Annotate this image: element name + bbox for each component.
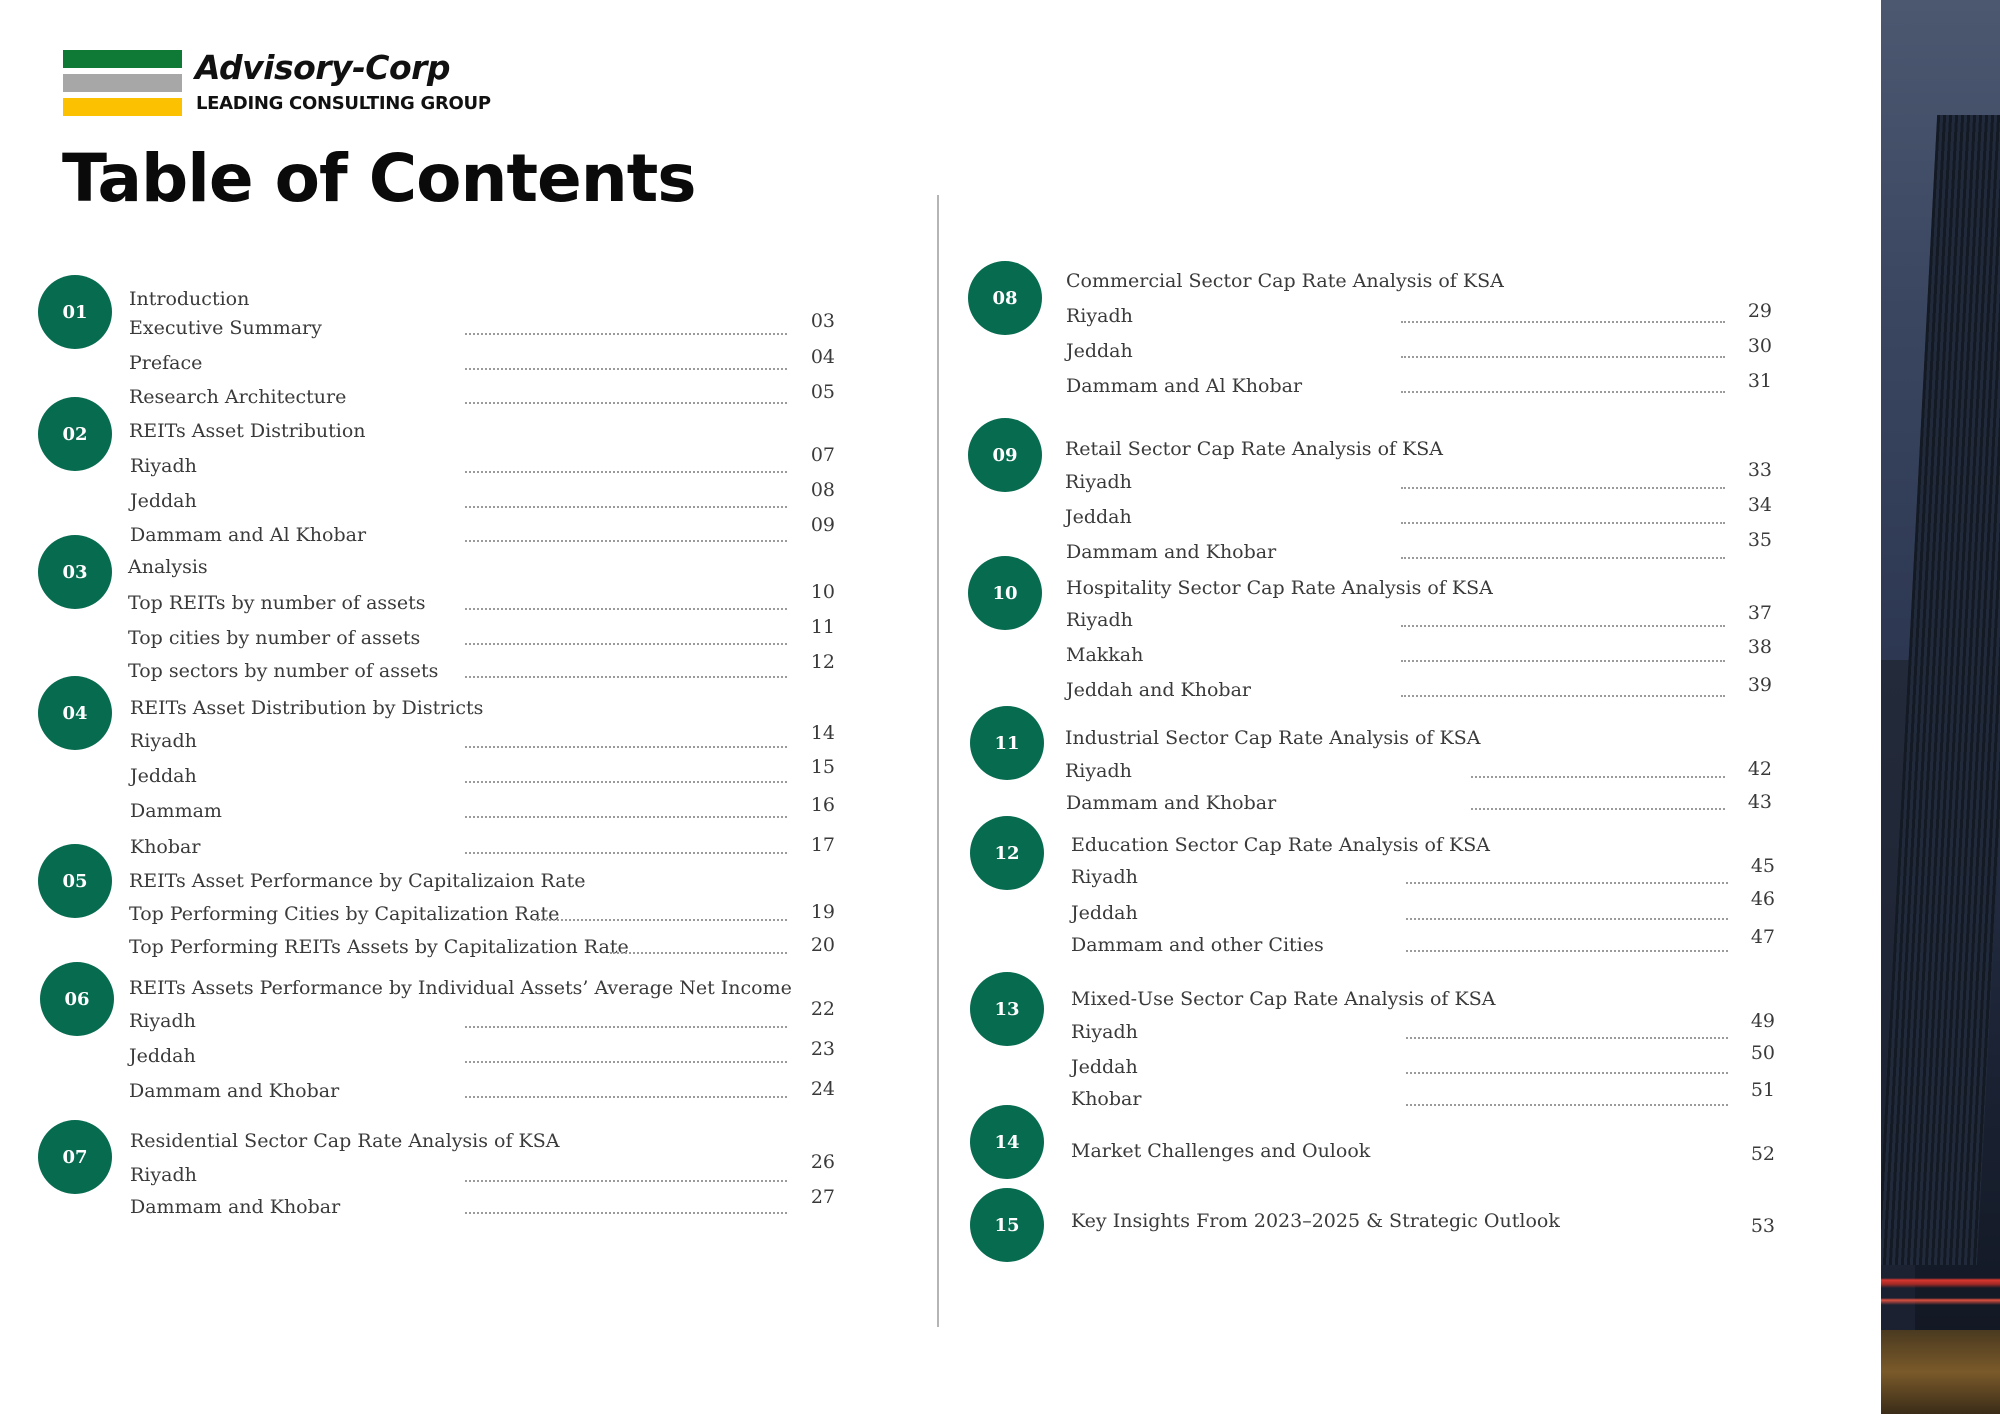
toc-entry-label[interactable]: Dammam and Khobar	[1066, 541, 1277, 563]
section-title[interactable]: REITs Assets Performance by Individual Assets’ Average Net Income	[129, 977, 792, 999]
toc-entry-label[interactable]: Riyadh	[130, 455, 197, 477]
section-title[interactable]: REITs Asset Distribution by Districts	[130, 697, 484, 719]
section-number-badge: 13	[970, 972, 1044, 1046]
page-title: Table of Contents	[62, 140, 696, 217]
toc-entry-label[interactable]: Executive Summary	[129, 317, 322, 339]
toc-page-number[interactable]: 22	[810, 998, 835, 1020]
toc-entry-label[interactable]: Top Performing REITs Assets by Capitalization Rate	[129, 936, 629, 958]
logo-tagline: LEADING CONSULTING GROUP	[196, 93, 491, 114]
toc-entry-label[interactable]: Dammam	[130, 800, 222, 822]
toc-dot-leader	[1406, 1072, 1728, 1074]
toc-dot-leader	[465, 1026, 787, 1028]
section-number-badge: 08	[968, 261, 1042, 335]
section-title[interactable]: Mixed-Use Sector Cap Rate Analysis of KSA	[1071, 988, 1496, 1010]
toc-page-number[interactable]: 42	[1747, 758, 1772, 780]
section-number-badge: 05	[38, 844, 112, 918]
toc-entry-label[interactable]: Riyadh	[1071, 866, 1138, 888]
toc-page-number[interactable]: 39	[1747, 674, 1772, 696]
toc-entry-label[interactable]: Dammam and Khobar	[130, 1196, 341, 1218]
toc-dot-leader	[465, 608, 787, 610]
toc-dot-leader	[465, 506, 787, 508]
toc-dot-leader	[465, 816, 787, 818]
logo-green-stripe	[63, 50, 182, 68]
toc-page-number[interactable]: 19	[810, 901, 835, 923]
toc-page-number[interactable]: 33	[1747, 459, 1772, 481]
toc-dot-leader	[1406, 1104, 1728, 1106]
toc-page-number[interactable]: 43	[1747, 791, 1772, 813]
toc-dot-leader	[465, 1180, 787, 1182]
toc-entry-label[interactable]: Dammam and Khobar	[1066, 792, 1277, 814]
toc-page-number[interactable]: 51	[1750, 1079, 1775, 1101]
toc-dot-leader	[465, 402, 787, 404]
toc-page-number[interactable]: 35	[1747, 529, 1772, 551]
toc-entry-label[interactable]: Riyadh	[1065, 760, 1132, 782]
section-number-badge: 02	[38, 397, 112, 471]
toc-page-number[interactable]: 49	[1750, 1010, 1775, 1032]
toc-page-number[interactable]: 29	[1747, 300, 1772, 322]
toc-entry-label[interactable]: Riyadh	[1071, 1021, 1138, 1043]
toc-dot-leader	[465, 746, 787, 748]
section-title[interactable]: REITs Asset Distribution	[129, 420, 366, 442]
cityscape-photo	[1881, 0, 2000, 1414]
section-number-badge: 07	[38, 1120, 112, 1194]
toc-entry-label[interactable]: Jeddah	[1065, 506, 1132, 528]
section-title[interactable]: Industrial Sector Cap Rate Analysis of KSA	[1065, 727, 1481, 749]
toc-entry-label[interactable]: Khobar	[130, 836, 201, 858]
toc-entry-label[interactable]: Riyadh	[129, 1010, 196, 1032]
toc-page-number[interactable]: 46	[1750, 888, 1775, 910]
section-number-badge: 12	[970, 816, 1044, 890]
section-title[interactable]: Market Challenges and Oulook	[1071, 1140, 1371, 1162]
toc-page-number[interactable]: 07	[810, 444, 835, 466]
toc-page-number[interactable]: 24	[810, 1078, 835, 1100]
toc-entry-label[interactable]: Jeddah and Khobar	[1066, 679, 1251, 701]
toc-dot-leader	[465, 781, 787, 783]
toc-entry-label[interactable]: Jeddah	[129, 1045, 196, 1067]
logo-grey-stripe	[63, 74, 182, 92]
toc-page-number[interactable]: 14	[810, 722, 835, 744]
toc-entry-label[interactable]: Jeddah	[130, 765, 197, 787]
toc-entry-label[interactable]: Riyadh	[1065, 471, 1132, 493]
toc-dot-leader	[1471, 808, 1725, 810]
toc-dot-leader	[1401, 695, 1725, 697]
toc-dot-leader	[1401, 522, 1725, 524]
toc-entry-label[interactable]: Khobar	[1071, 1088, 1142, 1110]
toc-entry-label[interactable]: Dammam and other Cities	[1071, 934, 1324, 956]
toc-dot-leader	[465, 643, 787, 645]
toc-dot-leader	[465, 676, 787, 678]
toc-dot-leader	[1401, 487, 1725, 489]
toc-dot-leader	[1401, 321, 1725, 323]
toc-entry-label[interactable]: Riyadh	[1066, 609, 1133, 631]
section-title[interactable]: Introduction	[129, 288, 250, 310]
section-title[interactable]: Analysis	[128, 556, 208, 578]
toc-page-number[interactable]: 37	[1747, 602, 1772, 624]
section-number-badge: 11	[970, 706, 1044, 780]
section-number-badge: 03	[38, 535, 112, 609]
toc-entry-label[interactable]: Dammam and Al Khobar	[130, 524, 367, 546]
toc-dot-leader	[465, 333, 787, 335]
logo-brand-name: Advisory-Corp	[195, 48, 451, 87]
section-number-badge: 10	[968, 556, 1042, 630]
toc-dot-leader	[465, 540, 787, 542]
section-title[interactable]: Education Sector Cap Rate Analysis of KSA	[1071, 834, 1490, 856]
toc-page-number[interactable]: 10	[810, 581, 835, 603]
toc-dot-leader	[1401, 557, 1725, 559]
toc-page-number[interactable]: 08	[810, 479, 835, 501]
toc-page-number[interactable]: 26	[810, 1151, 835, 1173]
section-title[interactable]: Residential Sector Cap Rate Analysis of KSA	[130, 1130, 560, 1152]
toc-page-number[interactable]: 52	[1750, 1143, 1775, 1165]
section-number-badge: 14	[970, 1105, 1044, 1179]
toc-entry-label[interactable]: Riyadh	[130, 730, 197, 752]
section-number-badge: 01	[38, 275, 112, 349]
toc-entry-label[interactable]: Top REITs by number of assets	[128, 592, 426, 614]
toc-page-number[interactable]: 03	[810, 310, 835, 332]
toc-page-number[interactable]: 27	[810, 1186, 835, 1208]
section-title[interactable]: Hospitality Sector Cap Rate Analysis of KSA	[1066, 577, 1493, 599]
toc-dot-leader	[465, 368, 787, 370]
toc-dot-leader	[610, 952, 787, 954]
toc-entry-label[interactable]: Research Architecture	[129, 386, 347, 408]
toc-page-number[interactable]: 11	[810, 616, 835, 638]
toc-entry-label[interactable]: Jeddah	[1071, 902, 1138, 924]
toc-entry-label[interactable]: Dammam and Khobar	[129, 1080, 340, 1102]
toc-entry-label[interactable]: Riyadh	[1066, 305, 1133, 327]
section-number-badge: 06	[40, 962, 114, 1036]
toc-entry-label[interactable]: Jeddah	[130, 490, 197, 512]
toc-entry-label[interactable]: Jeddah	[1071, 1056, 1138, 1078]
toc-page-number[interactable]: 30	[1747, 335, 1772, 357]
toc-entry-label[interactable]: Top sectors by number of assets	[128, 660, 439, 682]
toc-page-number[interactable]: 53	[1750, 1215, 1775, 1237]
section-title[interactable]: Retail Sector Cap Rate Analysis of KSA	[1065, 438, 1444, 460]
toc-dot-leader	[465, 1061, 787, 1063]
section-number-badge: 15	[970, 1188, 1044, 1262]
toc-page-number[interactable]: 17	[810, 834, 835, 856]
toc-page-number[interactable]: 47	[1750, 926, 1775, 948]
toc-entry-label[interactable]: Riyadh	[130, 1164, 197, 1186]
toc-dot-leader	[465, 852, 787, 854]
toc-page-number[interactable]: 16	[810, 794, 835, 816]
toc-dot-leader	[1401, 660, 1725, 662]
toc-page-number[interactable]: 09	[810, 514, 835, 536]
toc-page-number[interactable]: 20	[810, 934, 835, 956]
toc-dot-leader	[1401, 625, 1725, 627]
traffic-light-trails	[1881, 1260, 2000, 1330]
toc-dot-leader	[1406, 950, 1728, 952]
toc-entry-label[interactable]: Dammam and Al Khobar	[1066, 375, 1303, 397]
section-title[interactable]: Commercial Sector Cap Rate Analysis of KSA	[1066, 270, 1504, 292]
toc-dot-leader	[1401, 356, 1725, 358]
toc-page-number[interactable]: 12	[810, 651, 835, 673]
toc-page-number[interactable]: 34	[1747, 494, 1772, 516]
toc-dot-leader	[465, 1212, 787, 1214]
toc-dot-leader	[534, 919, 787, 921]
company-logo	[63, 50, 523, 120]
toc-entry-label[interactable]: Makkah	[1066, 644, 1144, 666]
toc-dot-leader	[1406, 882, 1728, 884]
section-title[interactable]: REITs Asset Performance by Capitalizaion Rate	[129, 870, 586, 892]
toc-page-number[interactable]: 04	[810, 346, 835, 368]
toc-dot-leader	[465, 471, 787, 473]
column-divider	[937, 195, 939, 1327]
toc-dot-leader	[1406, 918, 1728, 920]
toc-page-number[interactable]: 38	[1747, 636, 1772, 658]
logo-yellow-stripe	[63, 98, 182, 116]
toc-dot-leader	[1406, 1037, 1728, 1039]
toc-dot-leader	[1471, 776, 1725, 778]
toc-page-number[interactable]: 05	[810, 381, 835, 403]
toc-dot-leader	[465, 1096, 787, 1098]
toc-page-number[interactable]: 50	[1750, 1042, 1775, 1064]
toc-dot-leader	[1401, 391, 1725, 393]
section-title[interactable]: Key Insights From 2023–2025 & Strategic Outlook	[1071, 1210, 1560, 1232]
toc-entry-label[interactable]: Top Performing Cities by Capitalization Rate	[129, 903, 560, 925]
section-number-badge: 04	[38, 676, 112, 750]
section-number-badge: 09	[968, 418, 1042, 492]
toc-page-number[interactable]: 31	[1747, 370, 1772, 392]
toc-entry-label[interactable]: Top cities by number of assets	[128, 627, 421, 649]
toc-page-number[interactable]: 45	[1750, 855, 1775, 877]
toc-page-number[interactable]: 23	[810, 1038, 835, 1060]
ground-foliage	[1881, 1330, 2000, 1414]
toc-page-number[interactable]: 15	[810, 756, 835, 778]
toc-entry-label[interactable]: Jeddah	[1066, 340, 1133, 362]
toc-entry-label[interactable]: Preface	[129, 352, 203, 374]
